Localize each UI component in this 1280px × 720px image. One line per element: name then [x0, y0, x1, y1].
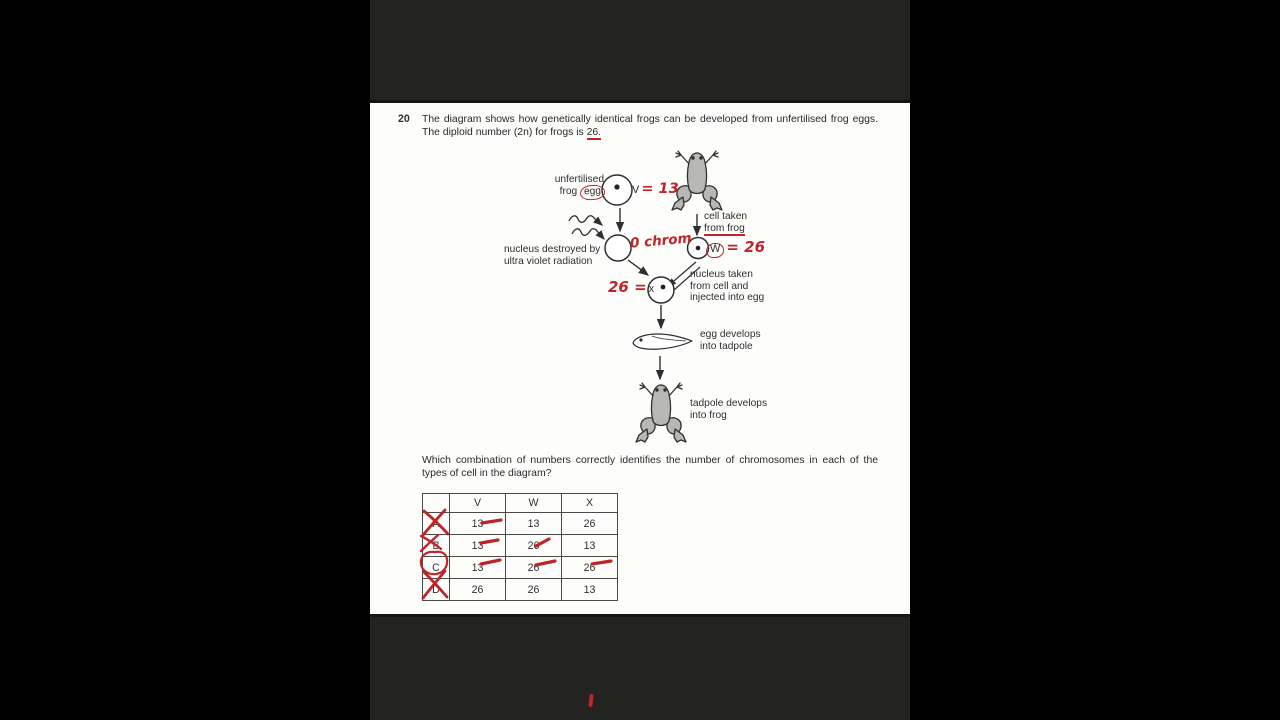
unfertilised-egg-cell-icon: [602, 175, 632, 205]
question-prompt: [422, 454, 878, 480]
nucleus-taken-line3: injected into egg: [690, 292, 765, 304]
table-row-a: [423, 513, 618, 535]
red-pen-mark: [588, 694, 593, 707]
table-header-row: [423, 494, 618, 513]
table-row-d: [423, 579, 618, 601]
row-d-w: 26: [506, 579, 562, 601]
unfertilised-egg-label: [542, 174, 604, 198]
w-value-handwriting: = 26: [726, 238, 766, 256]
cell-taken-label-line1: cell taken: [704, 211, 748, 222]
cell-v-label-group: [632, 180, 679, 198]
row-a-x: 26: [562, 513, 618, 535]
v-value-handwriting: = 13: [641, 181, 679, 197]
table-row-b: [423, 535, 618, 557]
tadpole-develops-line2: into frog: [690, 409, 727, 421]
nucleus-destroyed-line2: ultra violet radiation: [504, 255, 593, 267]
question-prompt-line1: Which combination of numbers correctly identifies the number of chromosomes in each of the: [422, 455, 878, 466]
row-b-w: 26: [506, 535, 562, 557]
nucleus-destroyed-line1: nucleus destroyed by: [504, 244, 601, 255]
nucleus-taken-line1: nucleus taken: [690, 269, 753, 280]
answer-options-table: [422, 493, 618, 601]
question-prompt-line2: types of cell in the diagram?: [422, 468, 552, 479]
tadpole-icon: [633, 334, 692, 349]
row-d-x: 13: [562, 579, 618, 601]
w-label-red-oval-annotation: W: [706, 243, 725, 258]
tadpole-develops-label: [690, 398, 767, 421]
zero-chromosomes-handwriting: 0 chrom: [629, 230, 693, 252]
cell-w-label-group: [706, 238, 765, 257]
from-frog-red-underline: from frog: [704, 222, 745, 234]
row-c-label: C: [423, 557, 450, 579]
uv-radiation-wavy-arrows-icon: [569, 216, 604, 239]
enucleated-egg-cell-icon: [605, 235, 631, 261]
row-d-v: 26: [450, 579, 506, 601]
row-a-label: A: [423, 513, 450, 535]
egg-word-red-oval-annotation: egg: [580, 184, 605, 199]
frog-bottom-icon: [636, 383, 686, 442]
tadpole-develops-line1: tadpole develops: [690, 398, 768, 409]
frog-word: frog: [559, 185, 580, 197]
row-a-w: 13: [506, 513, 562, 535]
row-b-label: B: [423, 535, 450, 557]
nucleus-destroyed-label: [504, 244, 600, 267]
arrow-egg-to-x-icon: [628, 260, 648, 275]
header-cell-v: V: [450, 494, 506, 513]
cell-v-label: V: [632, 184, 640, 196]
cell-x-label-group: [608, 278, 654, 297]
egg-develops-label: [700, 329, 761, 352]
unfertilised-egg-label-line1: unfertilised: [554, 174, 604, 185]
content-strip: [370, 0, 910, 720]
row-d-label: D: [423, 579, 450, 601]
frog-top-icon: [672, 151, 722, 210]
cell-taken-label: [704, 211, 747, 234]
question-number: 20: [398, 113, 410, 125]
question-intro-line1: The diagram shows how genetically identical frogs can be developed from unfertilised frog eggs.: [422, 114, 878, 125]
cell-x-label: x: [648, 283, 655, 295]
intro-line2-text: The diploid number (2n) for frogs is: [422, 127, 587, 138]
nucleus-taken-label: [690, 269, 764, 304]
row-c-x: 26: [562, 557, 618, 579]
header-blank-cell: [423, 494, 450, 513]
row-a-v: 13: [450, 513, 506, 535]
row-c-v: 13: [450, 557, 506, 579]
row-c-w: 26: [506, 557, 562, 579]
header-cell-w: W: [506, 494, 562, 513]
row-b-v: 13: [450, 535, 506, 557]
row-b-x: 13: [562, 535, 618, 557]
nucleus-taken-line2: from cell and: [690, 280, 749, 292]
unfertilised-egg-label-line2: [542, 186, 604, 199]
diploid-number-red-underline: 26.: [586, 127, 602, 138]
x-value-handwriting: 26 =: [608, 278, 647, 296]
exam-paper-page: [370, 100, 910, 617]
header-cell-x: X: [562, 494, 618, 513]
table-row-c: [423, 557, 618, 579]
egg-develops-line1: egg develops: [700, 329, 761, 340]
egg-develops-line2: into tadpole: [700, 340, 753, 352]
